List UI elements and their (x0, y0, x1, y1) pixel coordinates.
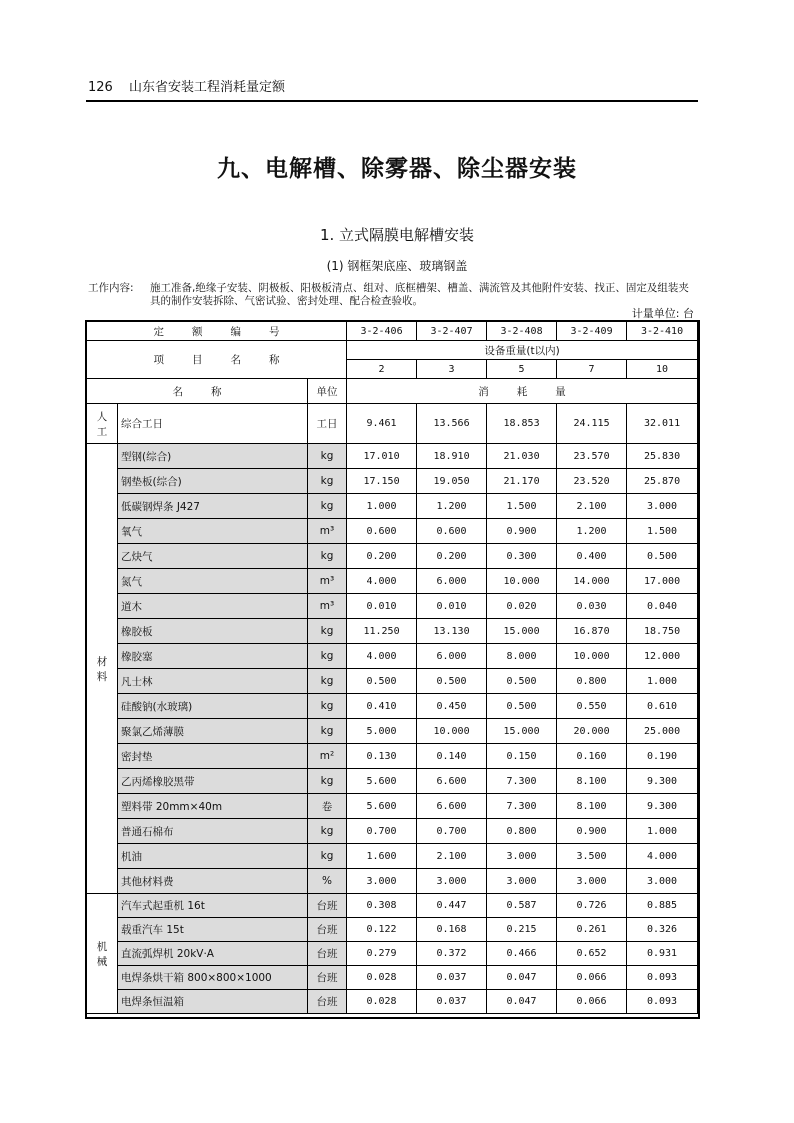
item-value: 0.900 (557, 819, 627, 844)
item-value: 3.000 (627, 494, 698, 519)
item-unit: kg (308, 619, 347, 644)
item-value: 0.215 (487, 918, 557, 942)
item-name: 普通石棉布 (118, 819, 308, 844)
quota-code: 3-2-410 (627, 322, 698, 341)
table-row (87, 619, 698, 644)
quota-number-char: 定 (153, 325, 165, 338)
weight-value: 7 (557, 360, 627, 379)
table-row (87, 444, 698, 469)
labor-group-label-char: 人 (96, 410, 108, 423)
table-row (87, 494, 698, 519)
table-row (87, 719, 698, 744)
item-value: 32.011 (627, 404, 698, 444)
machine-group-label-char: 机 (96, 940, 108, 953)
item-value: 0.200 (417, 544, 487, 569)
item-value: 0.800 (487, 819, 557, 844)
item-value: 7.300 (487, 794, 557, 819)
name-column-char: 称 (211, 385, 222, 398)
consumption-header (347, 379, 698, 404)
item-value: 0.372 (417, 942, 487, 966)
item-value: 0.450 (417, 694, 487, 719)
item-value: 0.700 (417, 819, 487, 844)
item-value: 3.500 (557, 844, 627, 869)
item-value: 13.566 (417, 404, 487, 444)
table-row (87, 379, 698, 404)
item-value: 0.500 (627, 544, 698, 569)
item-value: 10.000 (487, 569, 557, 594)
item-unit: kg (308, 669, 347, 694)
item-name: 氧气 (118, 519, 308, 544)
table-row (87, 918, 698, 942)
quota-number-char: 额 (192, 325, 203, 338)
page-header (88, 76, 285, 95)
item-value: 1.000 (347, 494, 417, 519)
consumption-char: 消 (478, 385, 489, 398)
labor-group-label (87, 404, 118, 444)
item-unit: 台班 (308, 918, 347, 942)
item-value: 3.000 (347, 869, 417, 894)
item-unit: m³ (308, 569, 347, 594)
unit-column-header: 单位 (308, 379, 347, 404)
item-value: 0.168 (417, 918, 487, 942)
quota-code: 3-2-407 (417, 322, 487, 341)
table-row (87, 594, 698, 619)
item-value: 5.000 (347, 719, 417, 744)
quota-code: 3-2-406 (347, 322, 417, 341)
item-value: 5.600 (347, 794, 417, 819)
item-value: 10.000 (557, 644, 627, 669)
item-name: 直流弧焊机 20kV·A (118, 942, 308, 966)
item-value: 18.853 (487, 404, 557, 444)
item-value: 1.200 (557, 519, 627, 544)
chapter-title: 九、电解槽、除雾器、除尘器安装 (217, 156, 577, 182)
material-group-label-char: 料 (96, 670, 108, 683)
item-value: 9.300 (627, 769, 698, 794)
table-row (87, 569, 698, 594)
item-name: 硅酸钠(水玻璃) (118, 694, 308, 719)
item-value: 25.000 (627, 719, 698, 744)
table-row (87, 469, 698, 494)
table-row (87, 519, 698, 544)
table-row (87, 322, 698, 341)
item-value: 3.000 (487, 844, 557, 869)
item-value: 0.466 (487, 942, 557, 966)
item-value: 0.326 (627, 918, 698, 942)
item-value: 1.200 (417, 494, 487, 519)
item-value: 0.400 (557, 544, 627, 569)
item-value: 0.040 (627, 594, 698, 619)
quota-number-char: 编 (230, 325, 242, 338)
table-row (87, 894, 698, 918)
item-value: 0.500 (487, 694, 557, 719)
item-value: 0.261 (557, 918, 627, 942)
table-row (87, 990, 698, 1014)
item-value: 6.600 (417, 769, 487, 794)
table-row (87, 769, 698, 794)
item-name: 聚氯乙烯薄膜 (118, 719, 308, 744)
item-value: 4.000 (347, 569, 417, 594)
item-value: 0.700 (347, 819, 417, 844)
item-unit: m³ (308, 519, 347, 544)
table-row (87, 644, 698, 669)
table-row (87, 404, 698, 444)
item-name: 电焊条恒温箱 (118, 990, 308, 1014)
item-value: 0.500 (347, 669, 417, 694)
item-unit: kg (308, 644, 347, 669)
table-row (87, 869, 698, 894)
item-value: 2.100 (557, 494, 627, 519)
item-value: 0.010 (417, 594, 487, 619)
item-value: 8.100 (557, 769, 627, 794)
item-unit: kg (308, 444, 347, 469)
item-value: 0.028 (347, 966, 417, 990)
item-value: 0.885 (627, 894, 698, 918)
machine-group-label-char: 械 (96, 955, 108, 968)
item-value: 0.900 (487, 519, 557, 544)
item-value: 0.140 (417, 744, 487, 769)
item-value: 0.726 (557, 894, 627, 918)
labor-group-label-char: 工 (96, 425, 108, 438)
item-value: 4.000 (347, 644, 417, 669)
table-row (87, 744, 698, 769)
work-content-label: 工作内容: (88, 282, 134, 294)
item-value: 0.030 (557, 594, 627, 619)
page-number: 126 (88, 80, 113, 95)
item-value: 25.870 (627, 469, 698, 494)
item-value: 0.308 (347, 894, 417, 918)
table-row (87, 341, 698, 360)
item-value: 14.000 (557, 569, 627, 594)
item-value: 24.115 (557, 404, 627, 444)
item-value: 9.461 (347, 404, 417, 444)
quota-code: 3-2-408 (487, 322, 557, 341)
table-row (87, 544, 698, 569)
item-value: 0.093 (627, 990, 698, 1014)
item-value: 0.160 (557, 744, 627, 769)
item-value: 0.037 (417, 990, 487, 1014)
item-name: 其他材料费 (118, 869, 308, 894)
item-name: 机油 (118, 844, 308, 869)
item-value: 3.000 (557, 869, 627, 894)
item-value: 3.000 (417, 869, 487, 894)
item-value: 4.000 (627, 844, 698, 869)
item-name-char: 目 (192, 354, 203, 366)
material-group-label (87, 444, 118, 894)
item-value: 8.100 (557, 794, 627, 819)
item-value: 0.037 (417, 966, 487, 990)
item-value: 15.000 (487, 619, 557, 644)
item-value: 18.750 (627, 619, 698, 644)
item-value: 11.250 (347, 619, 417, 644)
item-value: 0.028 (347, 990, 417, 1014)
item-value: 0.610 (627, 694, 698, 719)
item-value: 0.200 (347, 544, 417, 569)
item-unit: kg (308, 694, 347, 719)
item-value: 0.122 (347, 918, 417, 942)
item-value: 20.000 (557, 719, 627, 744)
item-unit: 台班 (308, 990, 347, 1014)
item-unit: kg (308, 544, 347, 569)
item-value: 0.047 (487, 966, 557, 990)
item-value: 0.500 (417, 669, 487, 694)
table-row (87, 794, 698, 819)
item-value: 2.100 (417, 844, 487, 869)
item-unit: kg (308, 844, 347, 869)
item-value: 1.500 (487, 494, 557, 519)
item-value: 21.030 (487, 444, 557, 469)
item-value: 0.800 (557, 669, 627, 694)
item-value: 0.600 (417, 519, 487, 544)
item-name: 氮气 (118, 569, 308, 594)
item-value: 16.870 (557, 619, 627, 644)
item-value: 25.830 (627, 444, 698, 469)
book-title: 山东省安装工程消耗量定额 (128, 80, 285, 95)
item-value: 1.000 (627, 669, 698, 694)
weight-value: 2 (347, 360, 417, 379)
item-name: 型钢(综合) (118, 444, 308, 469)
item-value: 0.093 (627, 966, 698, 990)
item-value: 17.150 (347, 469, 417, 494)
item-unit: kg (308, 469, 347, 494)
item-unit: kg (308, 819, 347, 844)
item-value: 23.520 (557, 469, 627, 494)
table-row (87, 942, 698, 966)
item-value: 0.047 (487, 990, 557, 1014)
item-value: 0.130 (347, 744, 417, 769)
weight-value: 10 (627, 360, 698, 379)
item-name: 乙丙烯橡胶黑带 (118, 769, 308, 794)
item-value: 7.300 (487, 769, 557, 794)
item-unit: % (308, 869, 347, 894)
table-row (87, 819, 698, 844)
item-value: 18.910 (417, 444, 487, 469)
consumption-char: 耗 (516, 385, 528, 398)
item-unit: 台班 (308, 894, 347, 918)
item-value: 3.000 (487, 869, 557, 894)
item-unit: 工日 (308, 404, 347, 444)
item-name: 低碳钢焊条 J427 (118, 494, 308, 519)
item-value: 1.000 (627, 819, 698, 844)
item-unit: kg (308, 494, 347, 519)
item-value: 0.587 (487, 894, 557, 918)
work-content-text: 施工准备,绝缘子安装、阴极板、阳极板清点、组对、底框槽架、槽盖、满流管及其他附件安装、找正、固定及组装夹具的制作安装拆除、气密试验、密封处理、配合检查验收。 (150, 282, 689, 307)
item-name: 道木 (118, 594, 308, 619)
table-row (87, 694, 698, 719)
item-value: 0.931 (627, 942, 698, 966)
unit-label: 计量单位: 台 (631, 307, 694, 320)
item-name: 乙炔气 (118, 544, 308, 569)
item-value: 13.130 (417, 619, 487, 644)
item-name: 橡胶塞 (118, 644, 308, 669)
item-name: 塑料带 20mm×40m (118, 794, 308, 819)
item-unit: 台班 (308, 942, 347, 966)
item-value: 0.652 (557, 942, 627, 966)
item-value: 0.020 (487, 594, 557, 619)
item-name-char: 称 (269, 354, 280, 366)
item-value: 0.190 (627, 744, 698, 769)
item-value: 6.600 (417, 794, 487, 819)
table-row (87, 669, 698, 694)
weight-label: 设备重量(t以内) (347, 341, 698, 360)
item-unit: 卷 (308, 794, 347, 819)
item-name-label (87, 341, 347, 379)
item-value: 19.050 (417, 469, 487, 494)
item-value: 0.150 (487, 744, 557, 769)
item-value: 5.600 (347, 769, 417, 794)
quota-number-char: 号 (269, 325, 280, 338)
item-name: 载重汽车 15t (118, 918, 308, 942)
item-name: 凡士林 (118, 669, 308, 694)
item-unit: 台班 (308, 966, 347, 990)
machine-group-label (87, 894, 118, 1014)
subsection-title: (1) 钢框架底座、玻璃钢盖 (326, 259, 468, 273)
consumption-char: 量 (555, 385, 566, 398)
item-value: 0.066 (557, 966, 627, 990)
item-value: 17.000 (627, 569, 698, 594)
item-unit: m³ (308, 594, 347, 619)
item-name: 钢垫板(综合) (118, 469, 308, 494)
quota-table (86, 321, 698, 1014)
item-value: 0.600 (347, 519, 417, 544)
name-column-header (87, 379, 308, 404)
item-value: 0.550 (557, 694, 627, 719)
item-value: 23.570 (557, 444, 627, 469)
item-unit: m² (308, 744, 347, 769)
item-value: 0.410 (347, 694, 417, 719)
item-value: 3.000 (627, 869, 698, 894)
name-column-char: 名 (172, 385, 183, 398)
item-value: 0.500 (487, 669, 557, 694)
item-value: 12.000 (627, 644, 698, 669)
table-row (87, 966, 698, 990)
item-name-char: 项 (153, 354, 165, 366)
weight-value: 3 (417, 360, 487, 379)
item-unit: kg (308, 719, 347, 744)
table-row (87, 844, 698, 869)
item-name: 汽车式起重机 16t (118, 894, 308, 918)
material-group-label-char: 材 (96, 655, 108, 668)
item-value: 0.066 (557, 990, 627, 1014)
item-value: 15.000 (487, 719, 557, 744)
item-value: 8.000 (487, 644, 557, 669)
item-value: 1.500 (627, 519, 698, 544)
item-name-char: 名 (230, 354, 242, 366)
weight-value: 5 (487, 360, 557, 379)
header-rule (86, 100, 698, 102)
item-name: 密封垫 (118, 744, 308, 769)
item-name: 橡胶板 (118, 619, 308, 644)
item-name: 综合工日 (118, 404, 308, 444)
item-value: 1.600 (347, 844, 417, 869)
item-value: 6.000 (417, 644, 487, 669)
item-value: 0.279 (347, 942, 417, 966)
item-unit: kg (308, 769, 347, 794)
quota-number-label (87, 322, 347, 341)
item-value: 10.000 (417, 719, 487, 744)
quota-code: 3-2-409 (557, 322, 627, 341)
item-value: 21.170 (487, 469, 557, 494)
item-value: 6.000 (417, 569, 487, 594)
item-value: 9.300 (627, 794, 698, 819)
item-value: 17.010 (347, 444, 417, 469)
item-value: 0.447 (417, 894, 487, 918)
item-value: 0.010 (347, 594, 417, 619)
section-title: 1. 立式隔膜电解槽安装 (319, 226, 475, 244)
item-name: 电焊条烘干箱 800×800×1000 (118, 966, 308, 990)
item-value: 0.300 (487, 544, 557, 569)
